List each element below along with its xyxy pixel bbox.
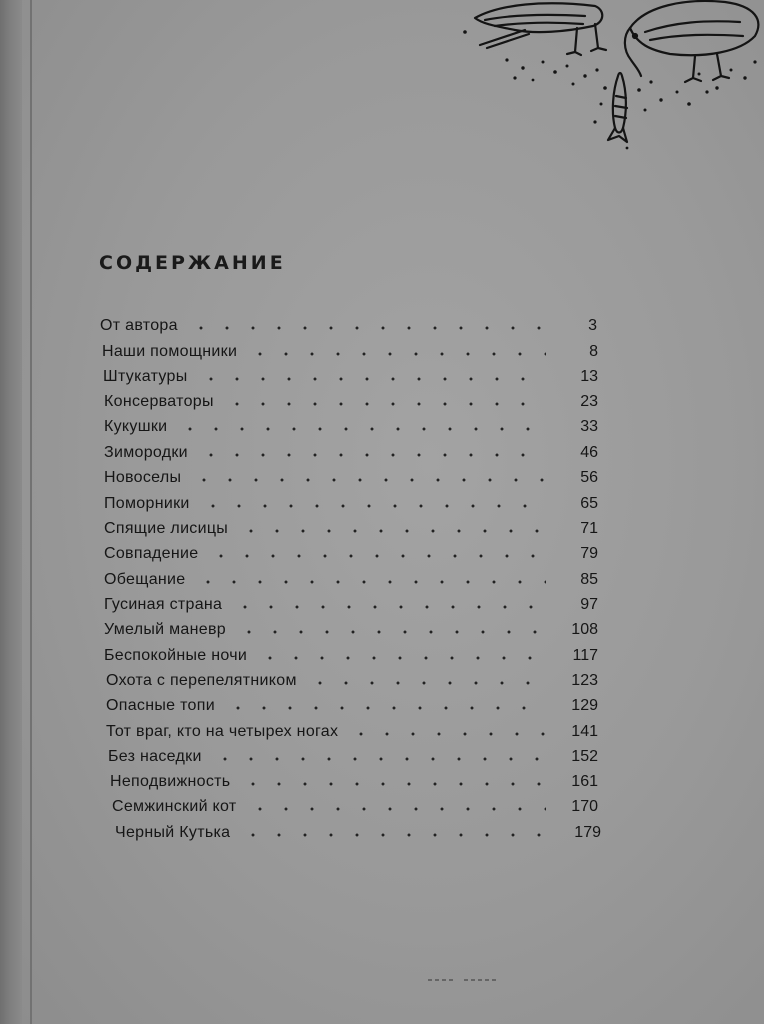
toc-entry-title: Новоселы [104, 469, 182, 486]
toc-entry-page-number: 46 [580, 444, 598, 461]
toc-entry-title: От автора [100, 317, 178, 334]
toc-entry-page-number: 56 [580, 469, 598, 486]
toc-entry-title: Беспокойные ночи [104, 647, 248, 664]
toc-entry-page-number: 33 [580, 418, 598, 435]
toc-entry-page-number: 141 [571, 723, 598, 740]
toc-entry [104, 440, 598, 462]
toc-entry [110, 769, 598, 791]
toc-entry-page-number: 170 [571, 798, 598, 815]
dot-leader [257, 654, 546, 662]
dot-leader [247, 805, 546, 813]
toc-entry [106, 693, 598, 715]
toc-entry-title: Гусиная страна [104, 596, 223, 613]
toc-entry-page-number: 85 [580, 571, 598, 588]
dot-leader [247, 350, 546, 358]
toc-entry-page-number: 65 [580, 495, 598, 512]
toc-entry-title: Поморники [104, 495, 190, 512]
toc-entry [104, 643, 598, 665]
toc-entry [104, 414, 598, 436]
toc-entry [104, 541, 598, 563]
toc-entry-page-number: 123 [571, 672, 598, 689]
toc-entry-title: Наши помощники [102, 343, 238, 360]
dot-leader [240, 780, 546, 788]
dot-leader [238, 527, 546, 535]
toc-entry-page-number: 23 [580, 393, 598, 410]
dot-leader [240, 831, 549, 839]
toc-entry-title: Тот враг, кто на четырех ногах [106, 723, 339, 740]
dot-leader [200, 502, 546, 510]
dot-leader [212, 755, 546, 763]
toc-entry-page-number: 152 [571, 748, 598, 765]
toc-entry-title: Кукушки [104, 418, 168, 435]
toc-entry [102, 339, 598, 361]
toc-entry [115, 820, 601, 842]
toc-entry-title: Черный Кутька [115, 824, 231, 841]
toc-entry [104, 465, 598, 487]
toc-entry-page-number: 179 [574, 824, 601, 841]
toc-entry-title: Совпадение [104, 545, 199, 562]
toc-entry-page-number: 71 [580, 520, 598, 537]
toc-entry [100, 313, 597, 335]
toc-entry [112, 794, 598, 816]
printer-mark [428, 978, 498, 982]
toc-entry-page-number: 13 [580, 368, 598, 385]
dot-leader [188, 324, 545, 332]
dot-leader [225, 704, 546, 712]
toc-entry [104, 592, 598, 614]
toc-entry-page-number: 97 [580, 596, 598, 613]
toc-entry [108, 744, 598, 766]
toc-entry-title: Неподвижность [110, 773, 231, 790]
toc-entry-page-number: 108 [571, 621, 598, 638]
toc-entry-title: Опасные топи [106, 697, 215, 714]
toc-entry-page-number: 161 [571, 773, 598, 790]
dot-leader [348, 730, 546, 738]
toc-entry-title: Спящие лисицы [104, 520, 229, 537]
dot-leader [198, 451, 546, 459]
dot-leader [198, 375, 547, 383]
toc-entry [106, 719, 598, 741]
dot-leader [224, 400, 546, 408]
toc-entry [103, 364, 598, 386]
toc-entry-page-number: 129 [571, 697, 598, 714]
toc-entry [104, 389, 598, 411]
dot-leader [191, 476, 546, 484]
toc-entry [104, 516, 598, 538]
toc-entry-title: Семжинский кот [112, 798, 237, 815]
toc-entry-page-number: 3 [588, 317, 597, 334]
dot-leader [307, 679, 546, 687]
dot-leader [177, 425, 546, 433]
toc-entry-title: Зимородки [104, 444, 188, 461]
page-title: СОДЕРЖАНИЕ [99, 252, 286, 274]
toc-entry [104, 617, 598, 639]
dot-leader [232, 603, 546, 611]
toc-entry-title: Обещание [104, 571, 186, 588]
dot-leader [195, 578, 546, 586]
toc-entry [104, 567, 598, 589]
toc-entry-title: Умелый маневр [104, 621, 226, 638]
toc-entry-title: Штукатуры [103, 368, 188, 385]
toc-entry-page-number: 79 [580, 545, 598, 562]
dot-leader [208, 552, 546, 560]
toc-entry-page-number: 117 [572, 647, 598, 664]
toc-entry [106, 668, 598, 690]
toc-entry-title: Охота с перепелятником [106, 672, 297, 689]
dot-leader [236, 628, 546, 636]
toc-entry-page-number: 8 [589, 343, 598, 360]
toc-entry-title: Консерваторы [104, 393, 214, 410]
toc-entry [104, 491, 598, 513]
toc-entry-title: Без наседки [108, 748, 202, 765]
